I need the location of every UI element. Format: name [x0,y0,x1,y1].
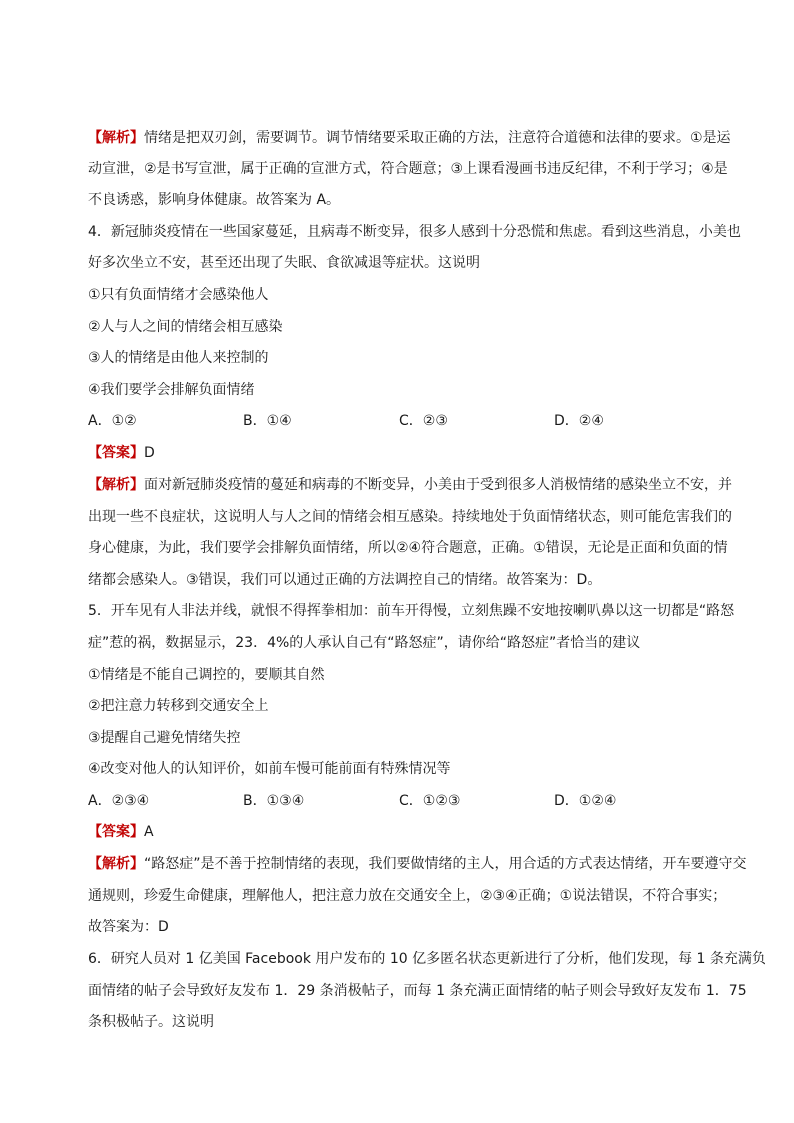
q3-analysis-tag: 【解析】 [88,130,144,146]
q3-analysis-line-2: 动宣泄，②是书写宣泄，属于正确的宣泄方式，符合题意；③上课看漫画书违反纪律，不利于学习；④是 [88,161,728,177]
q3-analysis-line-1: 【解析】情绪是把双刃剑，需要调节。调节情绪要采取正确的方法，注意符合道德和法律的要求。①是运 [88,130,731,146]
q5-answer-value: A [144,824,154,840]
q5-analysis-tag: 【解析】 [88,856,144,872]
q4-choice-c: C．②③ [399,413,448,429]
q4-choice-b: B．①④ [243,413,292,429]
q5-analysis-line-2: 通规则，珍爱生命健康，理解他人，把注意力放在交通安全上，②③④正确；①说法错误，不符合事实； [88,888,727,904]
q4-choice-a: A．①② [88,413,137,429]
q5-stem-line-2: 症”惹的祸，数据显示，23．4%的人承认自己有“路怒症”，请你给“路怒症”者恰当的建议 [88,635,641,651]
q6-stem-line-2: 面情绪的帖子会导致好友发布 1．29 条消极帖子，而每 1 条充满正面情绪的帖子则会导致好友发布 1．75 [88,983,747,999]
q5-answer-tag: 【答案】 [88,824,144,840]
q5-option-2: ②把注意力转移到交通安全上 [88,698,269,714]
q4-stem-line-1: 4．新冠肺炎疫情在一些国家蔓延，且病毒不断变异，很多人感到十分恐慌和焦虑。看到这些消息，小美也 [88,224,741,240]
q4-analysis-tag: 【解析】 [88,477,144,493]
q5-answer [88,822,154,842]
q5-choice-b: B．①③④ [243,793,305,809]
q4-option-2: ②人与人之间的情绪会相互感染 [88,319,283,335]
q5-option-1: ①情绪是不能自己调控的，要顺其自然 [88,667,325,683]
q3-analysis-line-3: 不良诱惑，影响身体健康。故答案为 A。 [88,192,341,208]
q4-answer-tag: 【答案】 [88,445,144,461]
q4-answer [88,443,155,463]
q5-option-3: ③提醒自己避免情绪失控 [88,730,241,746]
q4-option-4: ④我们要学会排解负面情绪 [88,382,255,398]
q5-option-4: ④改变对他人的认知评价，如前车慢可能前面有特殊情况等 [88,761,451,777]
q4-answer-value: D [144,445,155,461]
q4-choice-d: D．②④ [554,413,604,429]
q5-choice-a: A．②③④ [88,793,150,809]
q4-option-3: ③人的情绪是由他人来控制的 [88,350,269,366]
q4-analysis-line-4: 绪都会感染人。③错误，我们可以通过正确的方法调控自己的情绪。故答案为：D。 [88,572,602,588]
q6-stem-line-3: 条积极帖子。这说明 [88,1014,214,1030]
q4-stem-line-2: 好多次坐立不安，甚至还出现了失眠、食欲减退等症状。这说明 [88,255,480,271]
q4-analysis-line-3: 身心健康，为此，我们要学会排解负面情绪，所以②④符合题意，正确。①错误，无论是正面和负面的情 [88,540,728,556]
q6-stem-line-1: 6．研究人员对 1 亿美国 Facebook 用户发布的 10 亿多匿名状态更新进行了分析，他们发现，每 1 条充满负 [88,951,766,967]
q5-analysis-line-1: 【解析】“路怒症”是不善于控制情绪的表现，我们要做情绪的主人，用合适的方式表达情绪，开车要遵守交 [88,856,747,872]
q4-analysis-line-2: 出现一些不良症状，这说明人与人之间的情绪会相互感染。持续地处于负面情绪状态，则可能危害我们的 [88,509,732,525]
q5-choice-c: C．①②③ [399,793,461,809]
q5-choice-d: D．①②④ [554,793,617,809]
q5-stem-line-1: 5．开车见有人非法并线，就恨不得挥拳相加：前车开得慢，立刻焦躁不安地按喇叭鼻以这一切都是“路怒 [88,603,735,619]
q4-option-1: ①只有负面情绪才会感染他人 [88,287,269,303]
q4-analysis-line-1: 【解析】面对新冠肺炎疫情的蔓延和病毒的不断变异，小美由于受到很多人消极情绪的感染坐立不安，并 [88,477,732,493]
q5-analysis-line-3: 故答案为：D [88,919,169,935]
